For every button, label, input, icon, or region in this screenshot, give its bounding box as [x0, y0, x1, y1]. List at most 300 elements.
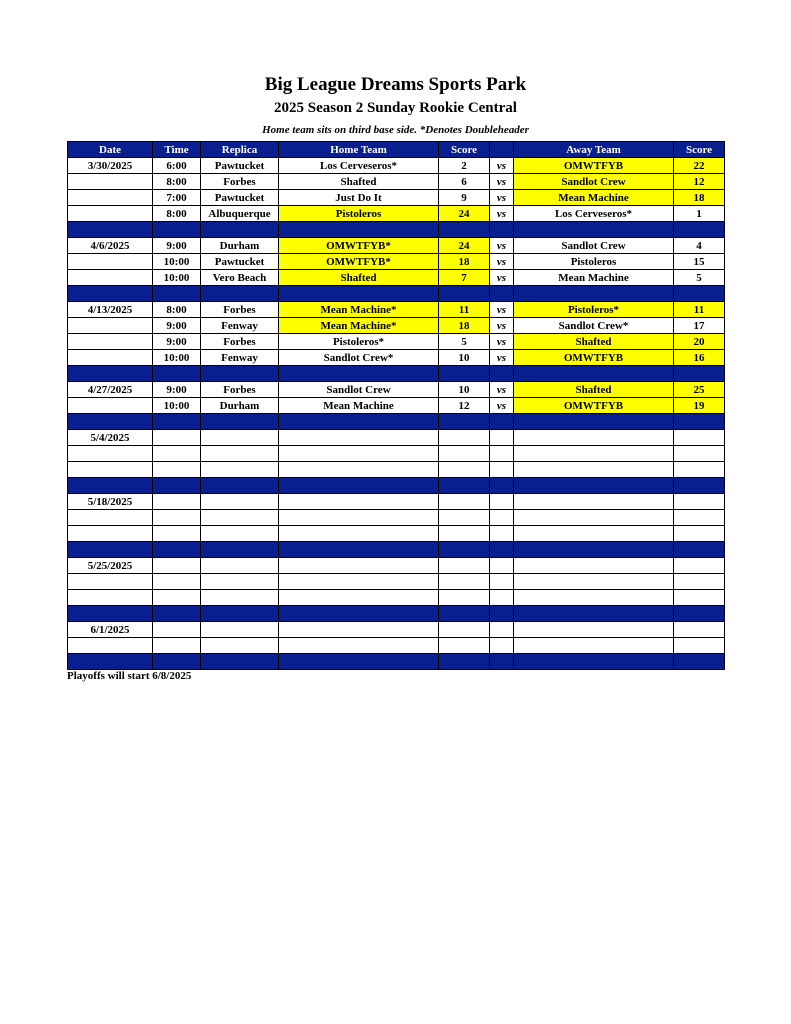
empty-game-row: [68, 510, 725, 526]
away-team-cell: OMWTFYB: [514, 158, 674, 174]
time-cell: 10:00: [153, 350, 201, 366]
week-separator: [68, 414, 725, 430]
empty-cell: [201, 590, 279, 606]
vs-cell: vs: [490, 350, 514, 366]
empty-cell: [514, 494, 674, 510]
vs-cell: vs: [490, 334, 514, 350]
replica-cell: Fenway: [201, 318, 279, 334]
replica-cell: Albuquerque: [201, 206, 279, 222]
empty-game-row: [68, 430, 725, 446]
separator-cell: [514, 478, 674, 494]
date-cell: [68, 398, 153, 414]
vs-cell: vs: [490, 190, 514, 206]
empty-cell: [490, 462, 514, 478]
date-cell: 4/27/2025: [68, 382, 153, 398]
empty-game-row: [68, 446, 725, 462]
time-cell: 10:00: [153, 254, 201, 270]
empty-cell: [674, 462, 725, 478]
away-score-cell: 18: [674, 190, 725, 206]
week-separator: [68, 222, 725, 238]
empty-cell: [279, 558, 439, 574]
empty-cell: [674, 510, 725, 526]
empty-cell: [490, 430, 514, 446]
separator-cell: [490, 414, 514, 430]
empty-cell: [201, 462, 279, 478]
empty-game-row: [68, 462, 725, 478]
home-score-cell: 12: [439, 398, 490, 414]
date-cell: [68, 350, 153, 366]
empty-cell: [153, 462, 201, 478]
home-score-cell: 7: [439, 270, 490, 286]
replica-cell: Forbes: [201, 302, 279, 318]
empty-game-row: [68, 574, 725, 590]
separator-cell: [153, 654, 201, 670]
separator-cell: [279, 606, 439, 622]
separator-cell: [674, 542, 725, 558]
date-cell: 3/30/2025: [68, 158, 153, 174]
separator-cell: [153, 606, 201, 622]
vs-cell: vs: [490, 254, 514, 270]
away-team-cell: Mean Machine: [514, 190, 674, 206]
game-row: [68, 174, 725, 190]
time-cell: 6:00: [153, 158, 201, 174]
col-home-team: Home Team: [279, 142, 439, 158]
vs-cell: vs: [490, 174, 514, 190]
time-cell: 9:00: [153, 382, 201, 398]
week-separator: [68, 542, 725, 558]
empty-cell: [201, 430, 279, 446]
empty-cell: [153, 526, 201, 542]
separator-cell: [201, 286, 279, 302]
replica-cell: Durham: [201, 398, 279, 414]
away-team-cell: Sandlot Crew: [514, 238, 674, 254]
home-team-cell: Pistoleros: [279, 206, 439, 222]
empty-cell: [279, 574, 439, 590]
empty-cell: [439, 638, 490, 654]
separator-cell: [674, 222, 725, 238]
empty-cell: [490, 510, 514, 526]
empty-cell: [279, 638, 439, 654]
empty-cell: [153, 622, 201, 638]
home-score-cell: 10: [439, 350, 490, 366]
empty-cell: [674, 638, 725, 654]
separator-cell: [68, 414, 153, 430]
col-away-team: Away Team: [514, 142, 674, 158]
home-team-cell: Mean Machine*: [279, 318, 439, 334]
date-cell: [68, 574, 153, 590]
game-row: [68, 334, 725, 350]
away-score-cell: 19: [674, 398, 725, 414]
replica-cell: Fenway: [201, 350, 279, 366]
separator-cell: [279, 222, 439, 238]
empty-cell: [514, 622, 674, 638]
empty-game-row: [68, 638, 725, 654]
replica-cell: Forbes: [201, 334, 279, 350]
time-cell: 10:00: [153, 270, 201, 286]
date-cell: [68, 206, 153, 222]
empty-cell: [439, 590, 490, 606]
empty-cell: [490, 590, 514, 606]
separator-cell: [439, 366, 490, 382]
page-title: Big League Dreams Sports Park: [264, 74, 527, 95]
separator-cell: [514, 414, 674, 430]
game-row: [68, 270, 725, 286]
date-cell: 4/6/2025: [68, 238, 153, 254]
separator-cell: [201, 414, 279, 430]
vs-cell: vs: [490, 318, 514, 334]
week-separator: [68, 478, 725, 494]
separator-cell: [279, 478, 439, 494]
separator-cell: [153, 414, 201, 430]
home-score-cell: 6: [439, 174, 490, 190]
separator-cell: [201, 654, 279, 670]
empty-cell: [674, 558, 725, 574]
empty-cell: [439, 574, 490, 590]
empty-cell: [674, 494, 725, 510]
separator-cell: [439, 222, 490, 238]
empty-cell: [153, 590, 201, 606]
empty-game-row: [68, 526, 725, 542]
separator-cell: [439, 606, 490, 622]
date-cell: 5/4/2025: [68, 430, 153, 446]
empty-cell: [201, 494, 279, 510]
empty-cell: [153, 494, 201, 510]
separator-cell: [68, 542, 153, 558]
empty-cell: [490, 622, 514, 638]
empty-cell: [153, 558, 201, 574]
separator-cell: [68, 286, 153, 302]
separator-cell: [153, 222, 201, 238]
away-score-cell: 22: [674, 158, 725, 174]
empty-cell: [514, 558, 674, 574]
replica-cell: Pawtucket: [201, 190, 279, 206]
time-cell: 9:00: [153, 334, 201, 350]
empty-cell: [514, 430, 674, 446]
empty-cell: [201, 622, 279, 638]
vs-cell: vs: [490, 158, 514, 174]
away-score-cell: 11: [674, 302, 725, 318]
date-cell: [68, 318, 153, 334]
empty-cell: [490, 526, 514, 542]
empty-cell: [490, 494, 514, 510]
game-row: [68, 318, 725, 334]
separator-cell: [153, 542, 201, 558]
game-row: [68, 302, 725, 318]
empty-cell: [439, 510, 490, 526]
separator-cell: [490, 478, 514, 494]
vs-cell: vs: [490, 238, 514, 254]
empty-cell: [153, 574, 201, 590]
separator-cell: [514, 286, 674, 302]
home-score-cell: 18: [439, 254, 490, 270]
separator-cell: [68, 222, 153, 238]
empty-cell: [201, 638, 279, 654]
date-cell: [68, 174, 153, 190]
separator-cell: [68, 478, 153, 494]
home-score-cell: 2: [439, 158, 490, 174]
week-separator: [68, 366, 725, 382]
empty-game-row: [68, 622, 725, 638]
home-team-cell: OMWTFYB*: [279, 254, 439, 270]
game-row: [68, 190, 725, 206]
separator-cell: [279, 286, 439, 302]
empty-cell: [439, 494, 490, 510]
empty-cell: [514, 446, 674, 462]
separator-cell: [279, 414, 439, 430]
game-row: [68, 158, 725, 174]
home-team-cell: Sandlot Crew*: [279, 350, 439, 366]
empty-cell: [490, 446, 514, 462]
empty-cell: [514, 462, 674, 478]
empty-cell: [490, 638, 514, 654]
empty-cell: [153, 510, 201, 526]
empty-cell: [514, 574, 674, 590]
date-cell: 4/13/2025: [68, 302, 153, 318]
home-score-cell: 24: [439, 206, 490, 222]
away-team-cell: Pistoleros: [514, 254, 674, 270]
separator-cell: [514, 366, 674, 382]
away-score-cell: 25: [674, 382, 725, 398]
away-team-cell: Shafted: [514, 334, 674, 350]
separator-cell: [439, 286, 490, 302]
away-team-cell: OMWTFYB: [514, 398, 674, 414]
header-row: [68, 142, 725, 158]
vs-cell: vs: [490, 398, 514, 414]
replica-cell: Pawtucket: [201, 254, 279, 270]
empty-cell: [201, 526, 279, 542]
game-row: [68, 382, 725, 398]
empty-cell: [279, 622, 439, 638]
empty-cell: [153, 430, 201, 446]
date-cell: [68, 270, 153, 286]
week-separator: [68, 654, 725, 670]
date-cell: [68, 510, 153, 526]
empty-cell: [439, 462, 490, 478]
time-cell: 8:00: [153, 302, 201, 318]
away-score-cell: 4: [674, 238, 725, 254]
home-score-cell: 9: [439, 190, 490, 206]
week-separator: [68, 606, 725, 622]
separator-cell: [490, 366, 514, 382]
empty-cell: [674, 622, 725, 638]
empty-game-row: [68, 590, 725, 606]
empty-cell: [201, 574, 279, 590]
replica-cell: Vero Beach: [201, 270, 279, 286]
empty-cell: [439, 446, 490, 462]
date-cell: [68, 638, 153, 654]
empty-cell: [201, 446, 279, 462]
time-cell: 8:00: [153, 174, 201, 190]
home-score-cell: 11: [439, 302, 490, 318]
separator-cell: [674, 414, 725, 430]
page-subtitle: 2025 Season 2 Sunday Rookie Central: [274, 100, 517, 116]
home-team-cell: Los Cerveseros*: [279, 158, 439, 174]
separator-cell: [279, 542, 439, 558]
separator-cell: [514, 606, 674, 622]
replica-cell: Forbes: [201, 382, 279, 398]
replica-cell: Durham: [201, 238, 279, 254]
date-cell: [68, 526, 153, 542]
empty-cell: [279, 510, 439, 526]
replica-cell: Pawtucket: [201, 158, 279, 174]
empty-cell: [153, 638, 201, 654]
away-team-cell: Mean Machine: [514, 270, 674, 286]
separator-cell: [674, 366, 725, 382]
separator-cell: [514, 222, 674, 238]
away-score-cell: 17: [674, 318, 725, 334]
separator-cell: [68, 654, 153, 670]
away-team-cell: OMWTFYB: [514, 350, 674, 366]
date-cell: [68, 590, 153, 606]
game-row: [68, 350, 725, 366]
separator-cell: [490, 606, 514, 622]
time-cell: 9:00: [153, 238, 201, 254]
col-date: Date: [68, 142, 153, 158]
separator-cell: [153, 286, 201, 302]
empty-cell: [674, 446, 725, 462]
home-team-cell: Mean Machine*: [279, 302, 439, 318]
away-score-cell: 5: [674, 270, 725, 286]
separator-cell: [439, 414, 490, 430]
home-team-cell: Shafted: [279, 270, 439, 286]
date-cell: [68, 446, 153, 462]
home-score-cell: 5: [439, 334, 490, 350]
time-cell: 8:00: [153, 206, 201, 222]
date-cell: [68, 254, 153, 270]
separator-cell: [674, 286, 725, 302]
away-score-cell: 20: [674, 334, 725, 350]
time-cell: 9:00: [153, 318, 201, 334]
empty-cell: [279, 462, 439, 478]
separator-cell: [514, 654, 674, 670]
date-cell: [68, 190, 153, 206]
vs-cell: vs: [490, 302, 514, 318]
separator-cell: [514, 542, 674, 558]
doubleheader-note: Home team sits on third base side. *Denotes Doubleheader: [262, 124, 529, 136]
separator-cell: [201, 222, 279, 238]
empty-cell: [490, 574, 514, 590]
empty-cell: [439, 622, 490, 638]
home-team-cell: Just Do It: [279, 190, 439, 206]
empty-cell: [514, 590, 674, 606]
col-away-score: Score: [674, 142, 725, 158]
separator-cell: [674, 606, 725, 622]
playoffs-note: Playoffs will start 6/8/2025: [67, 670, 192, 682]
empty-game-row: [68, 558, 725, 574]
separator-cell: [153, 478, 201, 494]
away-score-cell: 16: [674, 350, 725, 366]
date-cell: 6/1/2025: [68, 622, 153, 638]
away-team-cell: Sandlot Crew: [514, 174, 674, 190]
empty-cell: [279, 446, 439, 462]
col-time: Time: [153, 142, 201, 158]
empty-cell: [279, 430, 439, 446]
empty-cell: [674, 526, 725, 542]
home-team-cell: OMWTFYB*: [279, 238, 439, 254]
separator-cell: [68, 606, 153, 622]
schedule-table: [67, 141, 725, 670]
date-cell: [68, 462, 153, 478]
separator-cell: [439, 478, 490, 494]
empty-cell: [439, 526, 490, 542]
separator-cell: [490, 654, 514, 670]
game-row: [68, 238, 725, 254]
game-row: [68, 398, 725, 414]
away-team-cell: Los Cerveseros*: [514, 206, 674, 222]
date-cell: 5/18/2025: [68, 494, 153, 510]
separator-cell: [490, 286, 514, 302]
col-vs: [490, 142, 514, 158]
date-cell: 5/25/2025: [68, 558, 153, 574]
empty-game-row: [68, 494, 725, 510]
empty-cell: [514, 526, 674, 542]
empty-cell: [674, 590, 725, 606]
game-row: [68, 206, 725, 222]
home-score-cell: 24: [439, 238, 490, 254]
empty-cell: [279, 526, 439, 542]
away-score-cell: 12: [674, 174, 725, 190]
replica-cell: Forbes: [201, 174, 279, 190]
home-score-cell: 18: [439, 318, 490, 334]
home-team-cell: Pistoleros*: [279, 334, 439, 350]
date-cell: [68, 334, 153, 350]
home-score-cell: 10: [439, 382, 490, 398]
separator-cell: [490, 222, 514, 238]
empty-cell: [674, 430, 725, 446]
empty-cell: [674, 574, 725, 590]
home-team-cell: Sandlot Crew: [279, 382, 439, 398]
home-team-cell: Shafted: [279, 174, 439, 190]
time-cell: 10:00: [153, 398, 201, 414]
vs-cell: vs: [490, 206, 514, 222]
empty-cell: [439, 430, 490, 446]
col-home-score: Score: [439, 142, 490, 158]
home-team-cell: Mean Machine: [279, 398, 439, 414]
empty-cell: [279, 590, 439, 606]
away-score-cell: 1: [674, 206, 725, 222]
away-score-cell: 15: [674, 254, 725, 270]
vs-cell: vs: [490, 270, 514, 286]
game-row: [68, 254, 725, 270]
vs-cell: vs: [490, 382, 514, 398]
empty-cell: [201, 510, 279, 526]
separator-cell: [279, 366, 439, 382]
separator-cell: [439, 542, 490, 558]
separator-cell: [201, 606, 279, 622]
empty-cell: [490, 558, 514, 574]
empty-cell: [201, 558, 279, 574]
separator-cell: [201, 366, 279, 382]
separator-cell: [674, 654, 725, 670]
empty-cell: [439, 558, 490, 574]
col-replica: Replica: [201, 142, 279, 158]
empty-cell: [279, 494, 439, 510]
separator-cell: [201, 478, 279, 494]
away-team-cell: Shafted: [514, 382, 674, 398]
week-separator: [68, 286, 725, 302]
separator-cell: [153, 366, 201, 382]
away-team-cell: Sandlot Crew*: [514, 318, 674, 334]
away-team-cell: Pistoleros*: [514, 302, 674, 318]
empty-cell: [514, 638, 674, 654]
empty-cell: [514, 510, 674, 526]
separator-cell: [674, 478, 725, 494]
empty-cell: [153, 446, 201, 462]
separator-cell: [201, 542, 279, 558]
time-cell: 7:00: [153, 190, 201, 206]
separator-cell: [439, 654, 490, 670]
separator-cell: [490, 542, 514, 558]
